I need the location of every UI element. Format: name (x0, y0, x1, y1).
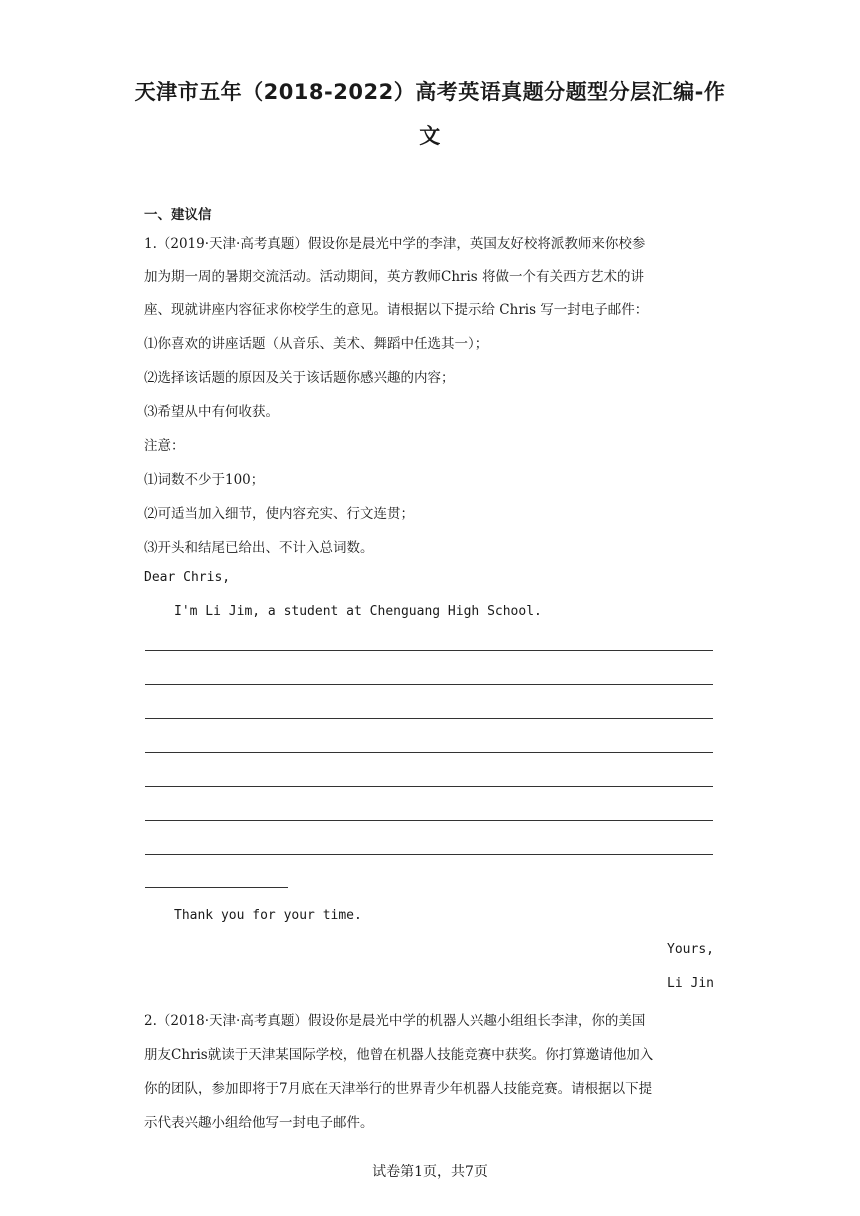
section-heading: 一、建议信 (144, 207, 212, 223)
letter-salutation: Dear Chris, (144, 570, 231, 585)
question-2-line: 2.（2018·天津·高考真题）假设你是晨光中学的机器人兴趣小组组长李津，你的美国 (144, 1013, 646, 1029)
answer-line[interactable] (145, 854, 713, 855)
question-1-line: ⑶希望从中有何收获。 (144, 404, 279, 420)
question-2-line: 示代表兴趣小组给他写一封电子邮件。 (144, 1115, 374, 1131)
answer-line[interactable] (145, 820, 713, 821)
note-item: ⑴词数不少于100； (144, 472, 265, 488)
question-1-line: 1.（2019·天津·高考真题）假设你是晨光中学的李津，英国友好校将派教师来你校参 (144, 236, 646, 252)
letter-signature: Li Jin (667, 976, 714, 991)
question-1-line: 座、现就讲座内容征求你校学生的意见。请根据以下提示给 Chris 写一封电子邮件： (144, 302, 649, 318)
answer-line[interactable] (145, 650, 713, 651)
answer-line[interactable] (145, 684, 713, 685)
question-1-line: 加为期一周的暑期交流活动。活动期间，英方教师Chris 将做一个有关西方艺术的讲 (144, 269, 645, 285)
document-title-line-1: 天津市五年（2018-2022）高考英语真题分题型分层汇编-作 (134, 80, 726, 104)
question-1-line: ⑴你喜欢的讲座话题（从音乐、美术、舞蹈中任选其一）； (144, 336, 489, 352)
question-1-line: ⑵选择该话题的原因及关于该话题你感兴趣的内容； (144, 370, 455, 386)
answer-line-end[interactable] (145, 887, 288, 888)
question-2-line: 你的团队，参加即将于7月底在天津举行的世界青少年机器人技能竞赛。请根据以下提 (144, 1081, 653, 1097)
note-item: ⑶开头和结尾已给出、不计入总词数。 (144, 540, 374, 556)
answer-line[interactable] (145, 786, 713, 787)
answer-line[interactable] (145, 752, 713, 753)
question-2-line: 朋友Chris就读于天津某国际学校，他曾在机器人技能竞赛中获奖。你打算邀请他加入 (144, 1047, 654, 1063)
letter-opening: I'm Li Jim, a student at Chenguang High School. (174, 604, 542, 619)
page-footer: 试卷第1页，共7页 (372, 1164, 488, 1180)
letter-closing: Thank you for your time. (174, 908, 362, 923)
document-title-line-2: 文 (419, 124, 441, 148)
letter-signoff: Yours, (667, 942, 714, 957)
answer-line[interactable] (145, 718, 713, 719)
notes-heading: 注意： (144, 438, 185, 454)
note-item: ⑵可适当加入细节，使内容充实、行文连贯； (144, 506, 414, 522)
